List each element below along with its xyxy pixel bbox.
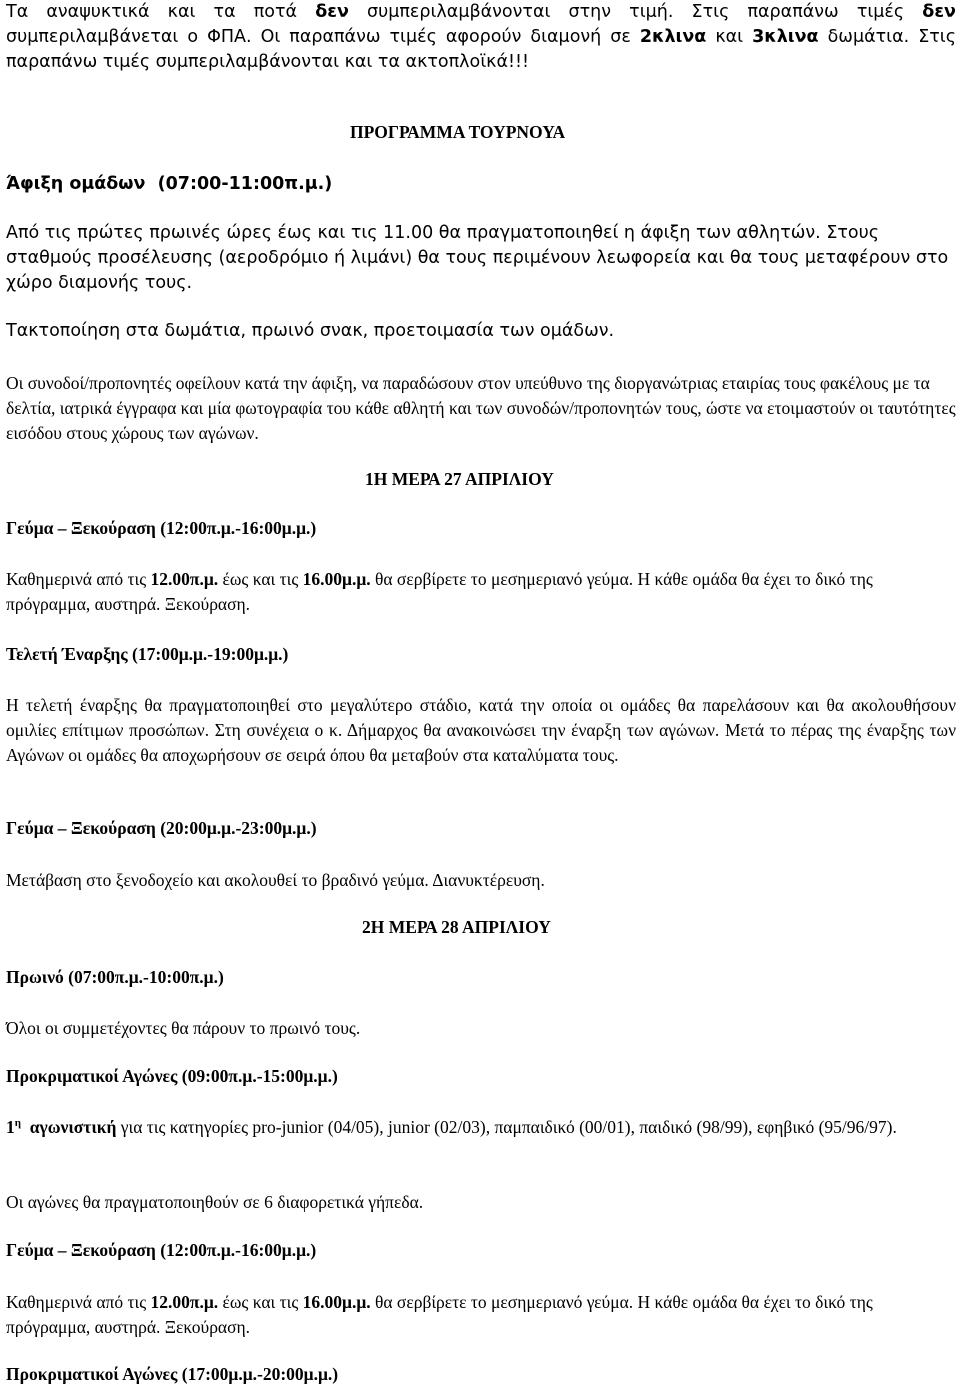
documents-instructions: Οι συνοδοί/προπονητές οφείλουν κατά την άφιξη, να παραδώσουν στον υπεύθυνο της διοργανώτριας εταιρίας τους φακέλους με τα δελτία, ιατρικά έγγραφα και μία φωτογραφία του κάθε αθλητή και των συνοδών/προπονητών τους, ώστε να ετοιμαστούν οι ταυτότητες εισόδου στους χώρους των αγώνων. bbox=[6, 373, 956, 443]
round-label: αγωνιστική bbox=[29, 1117, 117, 1137]
pricing-note-text: συμπεριλαμβάνεται ο ΦΠΑ. Οι παραπάνω τιμές αφορούν διαμονή σε bbox=[6, 27, 640, 47]
lunch-start-time: 12.00π.μ. bbox=[150, 1292, 219, 1312]
pricing-notes-paragraph bbox=[6, 0, 956, 75]
room-type-triple: 3κλινα bbox=[752, 27, 819, 47]
round-categories-text: $1^\eta$ αγωνιστική για τις κατηγορίες pro-junior (04/05), junior (02/03), παμπαιδικό (00/01), παιδικό (98/99), εφηβικό (95/96/97). bbox=[6, 1117, 897, 1137]
day1-lunch-heading: Γεύμα – Ξεκούραση (12:00π.μ.-16:00μ.μ.) bbox=[6, 518, 317, 538]
day2-lunch-heading: Γεύμα – Ξεκούραση (12:00π.μ.-16:00μ.μ.) bbox=[6, 1240, 317, 1260]
lunch-start-time: 12.00π.μ. bbox=[150, 569, 219, 589]
day1-dinner-heading: Γεύμα – Ξεκούραση (20:00μ.μ.-23:00μ.μ.) bbox=[6, 818, 317, 838]
day2-lunch-text: Καθημερινά από τις 12.00π.μ. έως και τις 16.00μ.μ. θα σερβίρετε το μεσημεριανό γεύμα. Η κάθε ομάδα θα έχει το δικό της πρόγραμμα, αυστηρά. Ξεκούραση. bbox=[6, 1292, 873, 1337]
pricing-note-text: συμπεριλαμβάνονται στην τιμή. Στις παραπάνω τιμές bbox=[348, 2, 923, 22]
round-ordinal: η bbox=[14, 1117, 21, 1129]
preliminary-games-heading: Προκριματικοί Αγώνες (09:00π.μ.-15:00μ.μ.) bbox=[6, 1066, 338, 1086]
arrival-heading-time: (07:00-11:00π.μ.) bbox=[157, 174, 333, 194]
pricing-note-text: Τα αναψυκτικά και τα ποτά bbox=[6, 2, 316, 22]
day1-title: 1Η ΜΕΡΑ 27 ΑΠΡΙΛΙΟΥ bbox=[365, 469, 554, 489]
emphasis-not: δεν bbox=[922, 2, 956, 22]
room-type-double: 2κλινα bbox=[639, 27, 707, 47]
day1-lunch-text: Καθημερινά από τις 12.00π.μ. έως και τις 16.00μ.μ. θα σερβίρετε το μεσημεριανό γεύμα. Η κάθε ομάδα θα έχει το δικό της πρόγραμμα, αυστηρά. Ξεκούραση. bbox=[6, 569, 873, 614]
breakfast-text: Όλοι οι συμμετέχοντες θα πάρουν το πρωινό τους. bbox=[6, 1018, 361, 1038]
program-title: ΠΡΟΓΡΑΜΜΑ ΤΟΥΡΝΟΥΑ bbox=[350, 122, 566, 142]
opening-ceremony-heading: Τελετή Έναρξης (17:00μ.μ.-19:00μ.μ.) bbox=[6, 644, 289, 664]
pricing-note-text: δωμάτια. Στις παραπάνω τιμές συμπεριλαμβάνονται και τα ακτοπλοϊκά!!! bbox=[6, 27, 956, 72]
round-number: 1 bbox=[6, 1117, 15, 1137]
arrival-heading bbox=[6, 172, 332, 197]
day1-dinner-text: Μετάβαση στο ξενοδοχείο και ακολουθεί το βραδινό γεύμα. Διανυκτέρευση. bbox=[6, 870, 545, 890]
preliminary-games-evening-heading: Προκριματικοί Αγώνες (17:00μ.μ.-20:00μ.μ.) bbox=[6, 1364, 339, 1384]
emphasis-not: δεν bbox=[315, 2, 349, 22]
lunch-end-time: 16.00μ.μ. bbox=[302, 1292, 371, 1312]
pricing-note-text: και bbox=[706, 27, 753, 47]
lunch-end-time: 16.00μ.μ. bbox=[302, 569, 371, 589]
day2-title: 2Η ΜΕΡΑ 28 ΑΠΡΙΛΙΟΥ bbox=[362, 917, 551, 937]
arrival-heading-label: Άφιξη ομάδων bbox=[6, 174, 146, 194]
arrival-description: Από τις πρώτες πρωινές ώρες έως και τις 11.00 θα πραγματοποιηθεί η άφιξη των αθλητών. Στους σταθμούς προσέλευσης (αεροδρόμιο ή λιμάνι) θα τους περιμένουν λεωφορεία και θα τους μεταφέρουν στο χώρο διαμονής τους. bbox=[6, 223, 949, 293]
opening-ceremony-text: Η τελετή έναρξης θα πραγματοποιηθεί στο μεγαλύτερο στάδιο, κατά την οποία οι ομάδες θα παρελάσουν και θα ακολουθήσουν ομιλίες επίτιμων προσώπων. Στη συνέχεια ο κ. Δήμαρχος θα ανακοινώσει την έναρξη των αγώνων. Μετά το πέρας της έναρξης των Αγώνων οι ομάδες θα αποχωρήσουν σε σειρά όπου θα μεταβούν στα καταλύματα τους. bbox=[6, 695, 956, 765]
breakfast-heading: Πρωινό (07:00π.μ.-10:00π.μ.) bbox=[6, 967, 224, 987]
room-arrangement-text: Τακτοποίηση στα δωμάτια, πρωινό σνακ, προετοιμασία των ομάδων. bbox=[6, 321, 615, 341]
courts-text: Οι αγώνες θα πραγματοποιηθούν σε 6 διαφορετικά γήπεδα. bbox=[6, 1192, 424, 1212]
